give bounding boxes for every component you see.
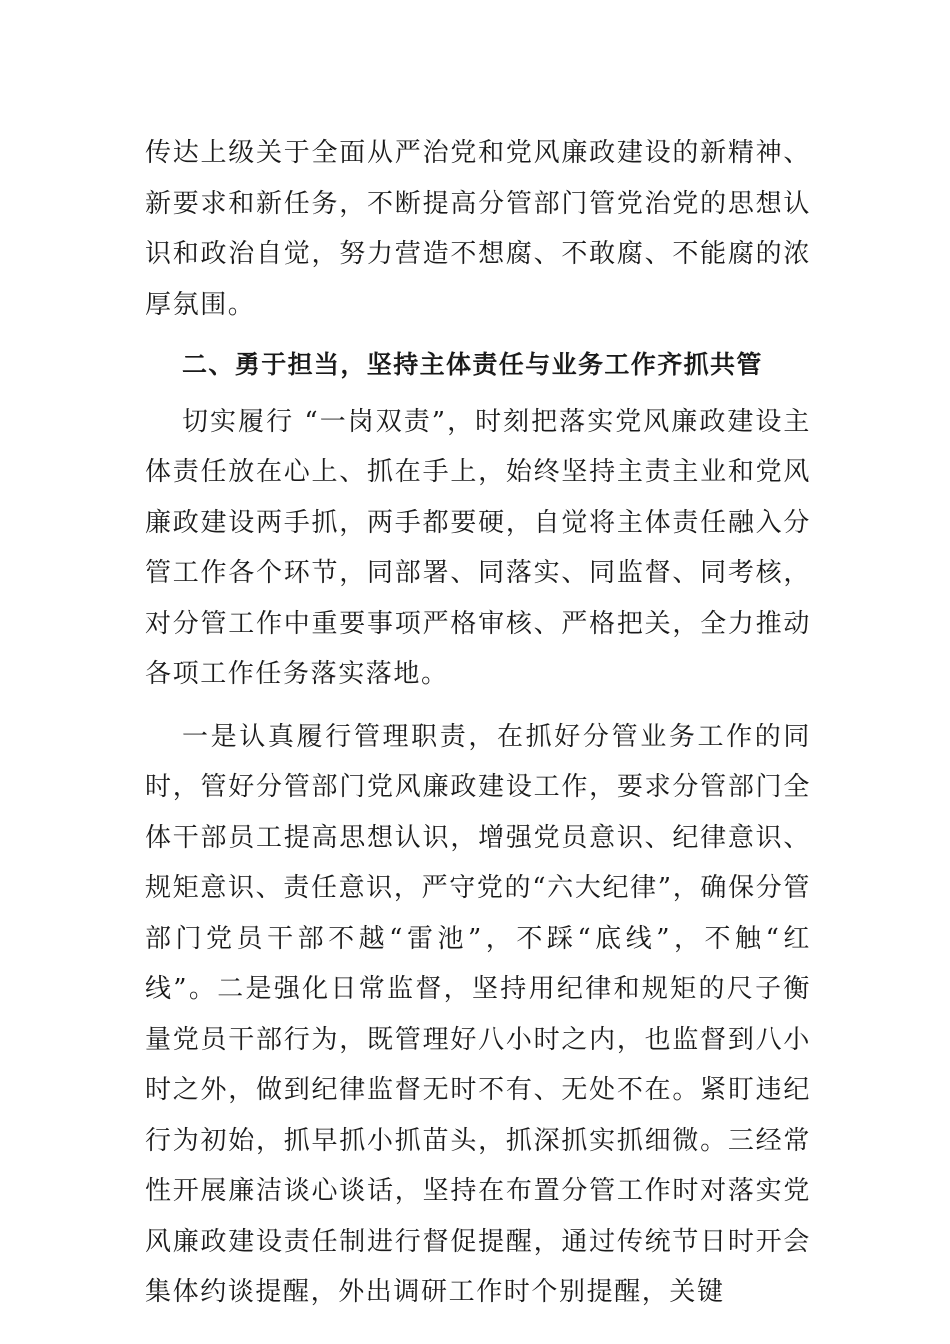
paragraph-continued: 传达上级关于全面从严治党和党风廉政建设的新精神、新要求和新任务，不断提高分管部门管党治党的思想认识和政治自觉，努力营造不想腐、不敢腐、不能腐的浓厚氛围。 (145, 138, 811, 320)
paragraph-responsibility: 切实履行 “一岗双责”，时刻把落实党风廉政建设主体责任放在心上、抓在手上，始终坚持主责主业和党风廉政建设两手抓，两手都要硬，自觉将主体责任融入分管工作各个环节，同部署、同落实、同监督、同考核，对分管工作中重要事项严格审核、严格把关，全力推动各项工作任务落实落地。 (145, 406, 811, 689)
paragraph-measures: 一是认真履行管理职责，在抓好分管业务工作的同时，管好分管部门党风廉政建设工作，要求分管部门全体干部员工提高思想认识，增强党员意识、纪律意识、规矩意识、责任意识，严守党的“六大纪律”，确保分管部门党员干部不越“雷池”，不踩“底线”，不触“红线”。二是强化日常监督，坚持用纪律和规矩的尺子衡量党员干部行为，既管理好八小时之内，也监督到八小时之外，做到纪律监督无时不有、无处不在。紧盯违纪行为初始，抓早抓小抓苗头，抓深抓实抓细微。三经常性开展廉洁谈心谈话，坚持在布置分管工作时对落实党风廉政建设责任制进行督促提醒，通过传统节日时开会集体约谈提醒，外出调研工作时个别提醒，关键 (145, 721, 811, 1307)
document-body (145, 128, 811, 1318)
section-heading: 二、勇于担当，坚持主体责任与业务工作齐抓共管 (182, 350, 763, 379)
